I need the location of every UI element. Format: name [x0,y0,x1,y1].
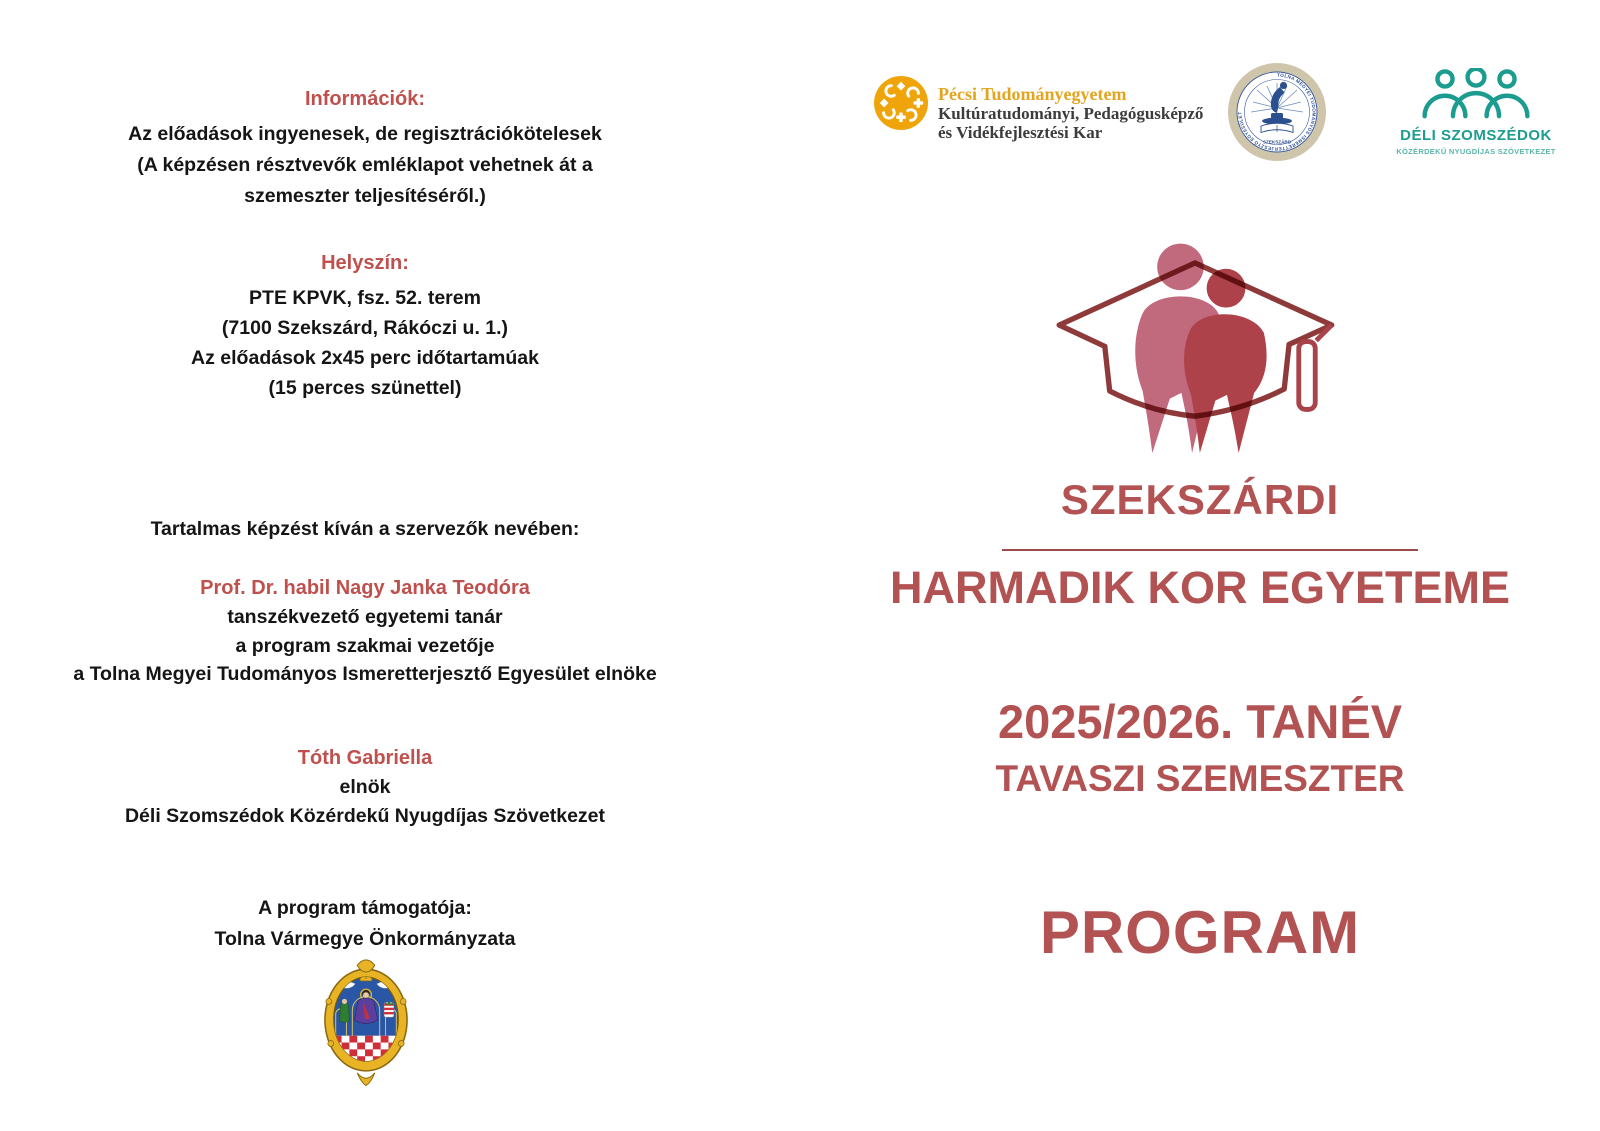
semester-title: TAVASZI SZEMESZTER [995,758,1405,799]
info-line: Az előadások ingyenesek, de regisztrációkötelesek [128,123,602,145]
organizer1-role: a program szakmai vezetője [235,634,495,657]
info-line: (A képzésen résztvevők emléklapot vehetnek át a [137,154,593,176]
venue-section [45,252,685,403]
supporter-section [45,893,685,955]
pte-logo-icon [874,76,928,130]
organizer2-section [45,744,685,830]
pte-faculty-line: és Vidékfejlesztési Kar [938,123,1103,142]
academic-year-title: 2025/2026. TANÉV [997,695,1403,748]
program-title: PROGRAM [1039,899,1361,966]
main-title-line2: HARMADIK KOR EGYETEME [889,562,1511,613]
title-separator-line [1002,549,1418,551]
organizer1-name: Prof. Dr. habil Nagy Janka Teodóra [200,577,530,599]
tit-city-text: SZEKSZÁRD [1262,139,1292,145]
pte-university-name: Pécsi Tudományegyetem [938,84,1127,104]
venue-heading: Helyszín: [321,252,409,274]
organizer1-role: a Tolna Megyei Tudományos Ismeretterjesztő Egyesület elnöke [73,663,657,685]
dsz-name: DÉLI SZOMSZÉDOK [1400,127,1552,144]
graduation-couple-icon [1035,228,1355,456]
venue-line: PTE KPVK, fsz. 52. terem [249,287,481,309]
info-heading: Információk: [304,88,426,110]
info-section [45,88,685,212]
tolna-coat-of-arms-icon [322,956,410,1088]
dsz-people-icon [1414,68,1538,120]
organizer2-role: elnök [339,776,391,798]
supporter-heading: A program támogatója: [258,897,472,919]
wish-text: Tartalmas képzést kíván a szervezők nevében: [150,518,580,540]
venue-line: (15 perces szünettel) [268,377,462,399]
tit-seal-icon [1227,62,1327,162]
supporter-name: Tolna Vármegye Önkormányzata [214,928,516,950]
organizer2-role: Déli Szomszédok Közérdekű Nyugdíjas Szövetkezet [124,804,606,827]
organizer2-name: Tóth Gabriella [297,747,433,769]
tit-ring-text: TOLNA MEGYEI TUDOMÁNYOS ISMERETTERJESZTŐ EGYESÜLET [1237,72,1317,152]
pte-faculty-line: Kultúratudományi, Pedagógusképző [938,104,1204,123]
venue-line: Az előadások 2x45 perc időtartamúak [191,347,539,369]
pte-logo-text [938,84,1203,142]
wish-line [45,514,685,545]
organizer1-role: tanszékvezető egyetemi tanár [227,606,503,628]
venue-line: (7100 Szekszárd, Rákóczi u. 1.) [221,317,509,339]
dsz-subtitle: KÖZÉRDEKŰ NYUGDÍJAS SZÖVETKEZET [1396,147,1556,156]
main-title-line1: SZEKSZÁRDI [1060,476,1340,523]
organizer1-section [45,574,685,689]
info-line: szemeszter teljesítéséről.) [244,185,486,207]
dsz-logo [1388,68,1564,156]
